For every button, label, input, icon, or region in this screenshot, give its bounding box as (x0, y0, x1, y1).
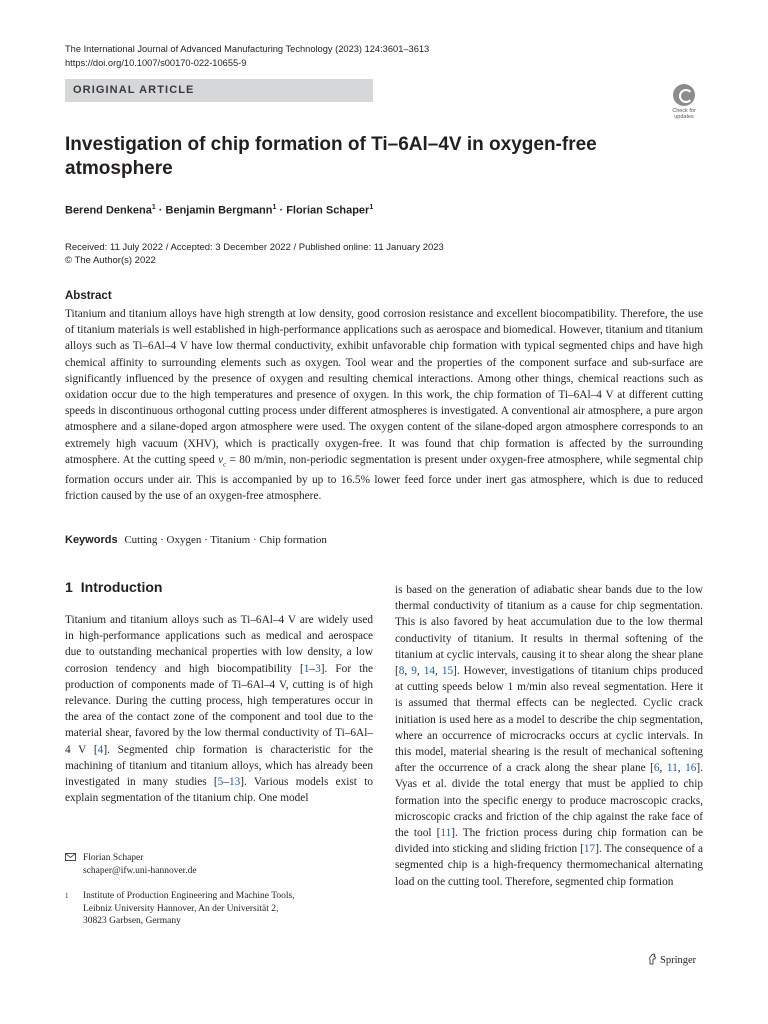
citation-separator: , (659, 762, 667, 775)
publisher-name: Springer (660, 955, 697, 966)
citation-link[interactable]: 1 (303, 662, 310, 675)
author-affiliation-mark: 1 (151, 204, 156, 211)
citation-link[interactable]: 5 (217, 776, 224, 789)
citation-dash: – (223, 776, 229, 789)
section-title: Introduction (80, 579, 163, 595)
copyright-line: © The Author(s) 2022 (65, 254, 156, 266)
citation-link[interactable]: 8 (398, 665, 405, 678)
envelope-icon (65, 852, 83, 865)
citation-link[interactable]: 6 (653, 762, 660, 775)
article-title: Investigation of chip formation of Ti–6Al–4V in oxygen-free atmosphere (65, 134, 597, 179)
affiliation-note (65, 890, 295, 928)
publisher-footer (648, 953, 696, 966)
section-heading (65, 579, 170, 595)
paragraph-text: ]. Vyas et al. divide the total energy that must be applied to chip formation into the specific energy to produce macroscopic cracks, microscopic cracks and friction of the chip against the rake face of the tool [ (395, 762, 703, 840)
citation-separator: , (404, 665, 412, 678)
abstract-part: Titanium and titanium alloys have high strength at low density, good corrosion resistance and excellent biocompatibility. Therefore, the use of titanium materials is well established in high-performance applications such as aerospace and biomedical. However, titanium and titanium alloys such as Ti–6Al–4 V have low thermal conductivity, exhibit unfavorable chip formation with typical segmented chips and have high chemical affinity to surrounding elements such as oxygen. Tool wear and the properties of the component surface and sub-surface are significantly influenced by the presence of oxygen and resulting chemical interactions. Among other things, chemical reactions such as oxidation occur due to the high temperatures and presence of oxygen. In this work, the chip formation of Ti–6Al–4 V at different cutting speeds in discontinuous orthogonal cutting process under different atmospheres is investigated. A conventional air atmosphere, a pure argon atmosphere and a silane-doped argon atmosphere were used. The oxygen content of the silane-doped argon atmosphere corresponds to an extremely high vacuum (XHV), which is practically oxygen-free. It was found that chip formation is affected by the surrounding atmosphere. At the cutting speed (65, 308, 703, 466)
citation-separator: , (416, 665, 424, 678)
abstract-heading: Abstract (65, 290, 112, 302)
citation-separator: , (435, 665, 442, 678)
citation-link[interactable]: 14 (423, 665, 435, 678)
author-affiliation-mark: 1 (272, 204, 277, 211)
check-updates-icon (673, 84, 695, 106)
affiliation-line: Leibniz University Hannover, An der Universität 2, (83, 903, 279, 914)
abstract-text (65, 306, 703, 505)
affiliation-line: Institute of Production Engineering and Machine Tools, (83, 891, 295, 901)
paragraph-text: ]. Segmented chip formation is characteristic for the machining of titanium and titanium alloys, which has already been investigated in many studies [ (65, 743, 374, 789)
keywords-list: Cutting · Oxygen · Titanium · Chip formation (124, 534, 327, 546)
keywords-line (65, 534, 327, 546)
keywords-label: Keywords (65, 534, 118, 546)
citation-link[interactable]: 15 (441, 665, 454, 678)
citation-separator: , (677, 762, 686, 775)
author-name[interactable]: Berend Denkena (65, 204, 152, 217)
citation-link[interactable]: 4 (97, 743, 104, 756)
check-for-updates-badge[interactable] (665, 84, 703, 124)
affiliation-line: 30823 Garbsen, Germany (83, 916, 181, 927)
paragraph-text: ]. Various models exist to explain segmentation of the titanium chip. One model (65, 776, 373, 805)
section-number: 1 (65, 579, 73, 595)
citation-link[interactable]: 13 (228, 776, 241, 789)
citation-dash: – (309, 662, 316, 675)
cutting-speed-subscript: c (223, 460, 227, 469)
doi-link[interactable]: https://doi.org/10.1007/s00170-022-10655-9 (65, 58, 247, 68)
author-name[interactable]: Florian Schaper (286, 204, 370, 217)
article-type-banner: ORIGINAL ARTICLE (65, 79, 373, 102)
history-dates: Received: 11 July 2022 / Accepted: 3 December 2022 / Published online: 11 January 2023 (65, 242, 444, 253)
citation-link[interactable]: 17 (583, 843, 596, 856)
affiliation-number: 1 (65, 892, 69, 900)
citation-link[interactable]: 3 (315, 662, 321, 675)
paragraph-text: is based on the generation of adiabatic shear bands due to the low thermal conductivity of titanium as a cause for chip segmentation. This is also favored by heat accumulation due to the low thermal conductivity of titanium. It results in thermal softening of the titanium at cyclic intervals, causing it to shear along the shear plane [ (395, 584, 703, 678)
citation-link[interactable]: 11 (666, 762, 678, 775)
citation-link[interactable]: 16 (685, 762, 697, 775)
citation-link[interactable]: 11 (440, 827, 452, 840)
paragraph-text: ]. The friction process during chip formation can be divided into sticking and sliding friction [ (395, 827, 703, 856)
cutting-speed-symbol: v (218, 453, 224, 466)
paragraph-text: Titanium and titanium alloys such as Ti–6Al–4 V are widely used in high-performance applications such as medical and aerospace due to outstanding mechanical properties with low density, a low corrosion tendency and high biocompatibility [ (65, 614, 373, 675)
check-updates-label: Check for updates (672, 108, 696, 120)
abstract-part: = 80 m/min, non-periodic segmentation is present under oxygen-free atmosphere, while segmental chip formation occurs under air. This is accompanied by up to 16.5% lower feed force under inert gas atmosphere, which is due to reduced friction caused by the use of an oxygen-free atmosphere. (65, 453, 704, 503)
body-column-left (65, 612, 373, 806)
paragraph-text: ]. However, investigations of titanium chips produced at cutting speeds below 1 m/min also reveal segmentation. Here it is assumed that thermal effects can be neglected. Cyclic crack initiation is used here as a model to describe the chip segmentation, where an occurrence of microcracks occurs at cyclic intervals. In this model, material shearing is the result of mechanical softening after the occurrence of a crack along the shear plane [ (395, 665, 704, 775)
journal-citation: The International Journal of Advanced Manufacturing Technology (2023) 124:3601–3613 (65, 44, 430, 54)
journal-header (65, 42, 429, 70)
paragraph-text: ]. The consequence of a segmented chip is a high-frequency thermomechanical alternating load on the cutting tool. Therefore, segmented chip formation (395, 843, 703, 888)
corresponding-author-note (65, 852, 197, 877)
author-affiliation-mark: 1 (369, 204, 374, 211)
publication-dates (65, 242, 444, 267)
springer-horse-icon (648, 953, 657, 965)
author-list: Berend Denkena$^1$ · Benjamin Bergmann$^1$ · Florian Schaper$^1$ (65, 204, 374, 217)
contact-email[interactable]: schaper@ifw.uni-hannover.de (83, 865, 197, 876)
contact-name: Florian Schaper (83, 853, 144, 863)
body-column-right (395, 582, 703, 890)
author-name[interactable]: Benjamin Bergmann (165, 204, 273, 217)
paragraph-text: ]. For the production of components made of Ti–6Al–4 V, cutting is of high relevance. During the cutting process, high temperatures occur in the area of the contact zone of the component and tool due to the material shear, favored by the low thermal conductivity of Ti–6Al–4 V [ (65, 662, 373, 756)
citation-link[interactable]: 9 (411, 665, 417, 678)
